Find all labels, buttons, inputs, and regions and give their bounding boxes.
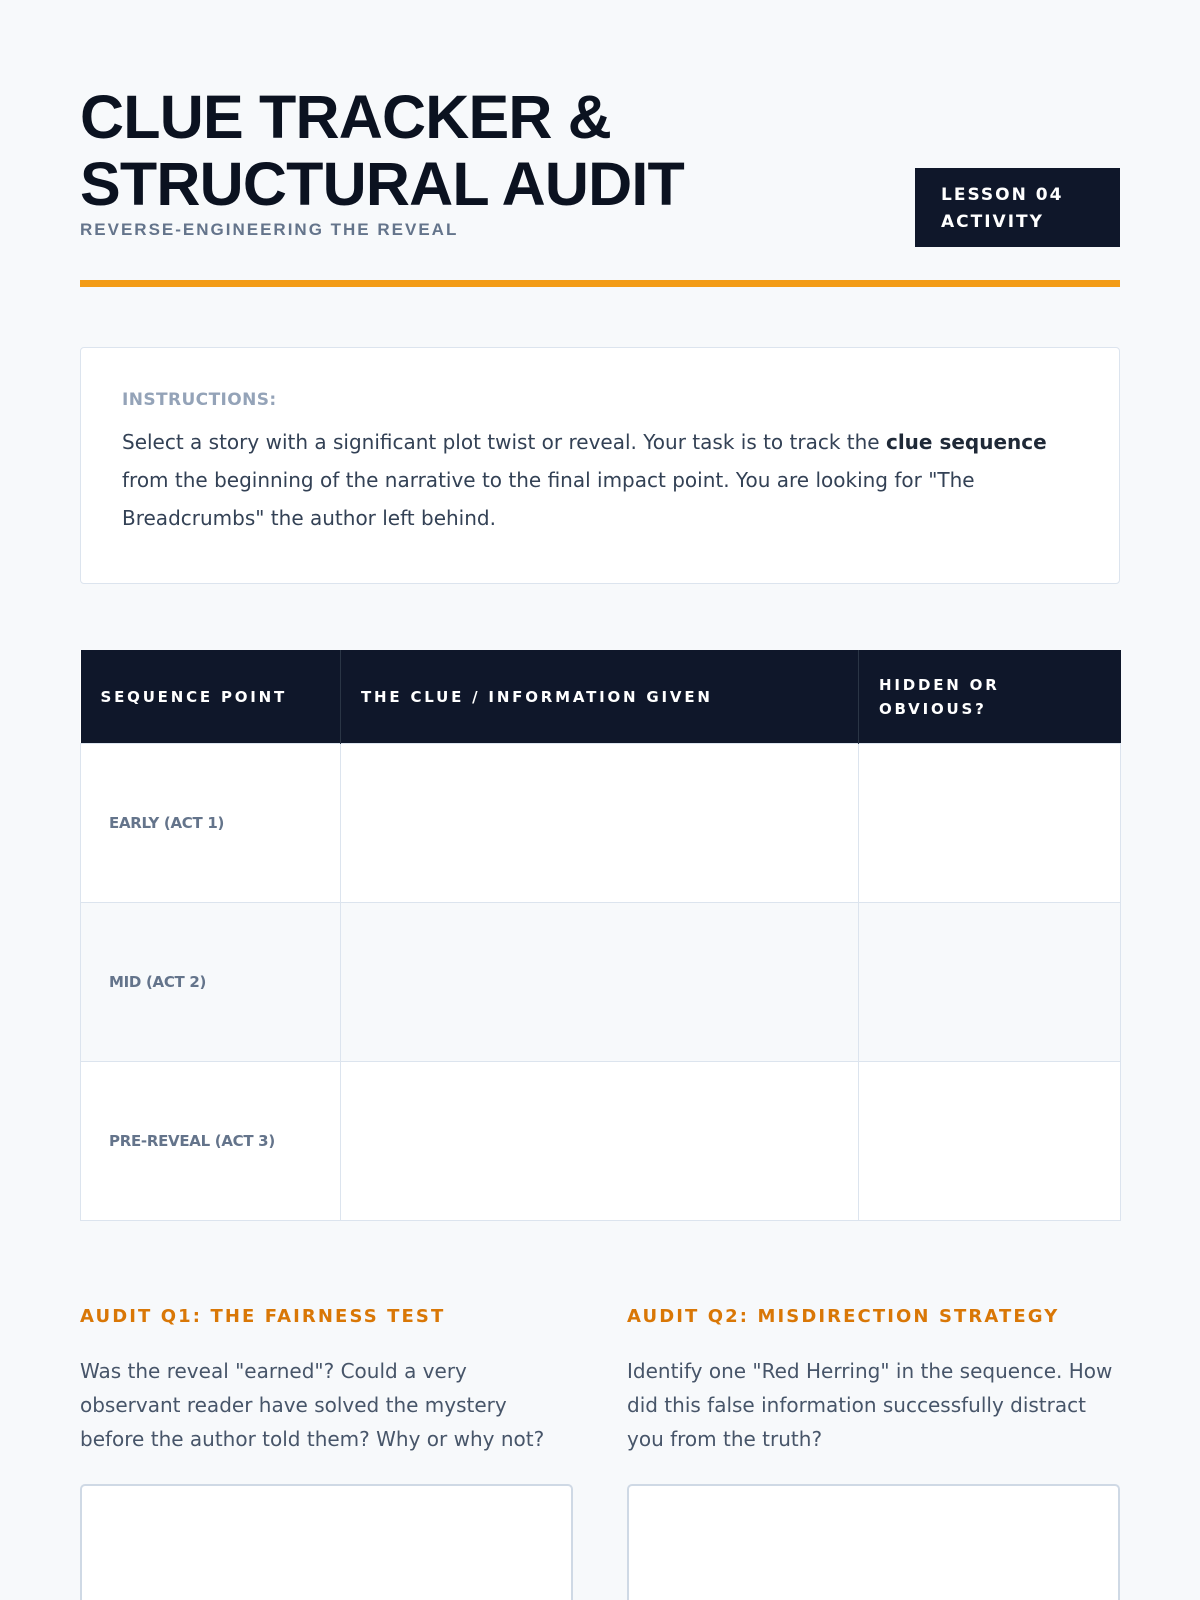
instructions-text [122, 423, 1078, 537]
sequence-point-cell: PRE-REVEAL (ACT 3) [81, 1062, 341, 1221]
clue-cell[interactable] [341, 1062, 859, 1221]
table-row [81, 744, 1121, 903]
audit-question-fairness [80, 1306, 573, 1456]
instructions-card [80, 347, 1120, 584]
misdirection-question-title: AUDIT Q2: MISDIRECTION STRATEGY [627, 1306, 1060, 1327]
table-row [81, 1062, 1121, 1221]
instructions-label: INSTRUCTIONS: [122, 390, 277, 410]
clue-sequence-table [80, 650, 1121, 1221]
hidden-obvious-cell[interactable] [859, 744, 1121, 903]
table-header [81, 650, 1121, 744]
instructions-text-before: Select a story with a significant plot twist or reveal. Your task is to track the [122, 430, 886, 454]
fairness-question-prompt: Was the reveal "earned"? Could a very observant reader have solved the mystery before the author told them? Why or why not? [80, 1359, 545, 1451]
audit-questions [80, 1306, 1120, 1600]
sequence-point-cell: MID (ACT 2) [81, 903, 341, 1062]
page-title: CLUE TRACKER & STRUCTURAL AUDIT [80, 83, 684, 218]
hidden-obvious-cell[interactable] [859, 903, 1121, 1062]
sequence-point-header: SEQUENCE POINT [81, 650, 341, 744]
worksheet-header [80, 84, 1120, 287]
table-row [81, 903, 1121, 1062]
instructions-emphasis: clue sequence [885, 430, 1047, 454]
clue-cell[interactable] [341, 903, 859, 1062]
misdirection-question-prompt: Identify one "Red Herring" in the sequence. How did this false information successfully distract you from the truth? [627, 1359, 1113, 1451]
table-body [81, 744, 1121, 1221]
clue-information-header: THE CLUE / INFORMATION GIVEN [341, 650, 859, 744]
page-subtitle: REVERSE-ENGINEERING THE REVEAL [80, 220, 459, 239]
lesson-badge: LESSON 04 ACTIVITY [915, 168, 1120, 247]
hidden-obvious-cell[interactable] [859, 1062, 1121, 1221]
audit-question-misdirection [627, 1306, 1120, 1456]
sequence-point-cell: EARLY (ACT 1) [81, 744, 341, 903]
fairness-answer-box[interactable] [80, 1484, 573, 1600]
table-header-row [81, 650, 1121, 744]
fairness-question-title: AUDIT Q1: THE FAIRNESS TEST [80, 1306, 446, 1327]
hidden-obvious-header: HIDDEN OR OBVIOUS? [859, 650, 1121, 744]
clue-cell[interactable] [341, 744, 859, 903]
instructions-text-after: from the beginning of the narrative to the final impact point. You are looking for "The Breadcrumbs" the author left behind. [122, 468, 975, 530]
misdirection-answer-box[interactable] [627, 1484, 1120, 1600]
